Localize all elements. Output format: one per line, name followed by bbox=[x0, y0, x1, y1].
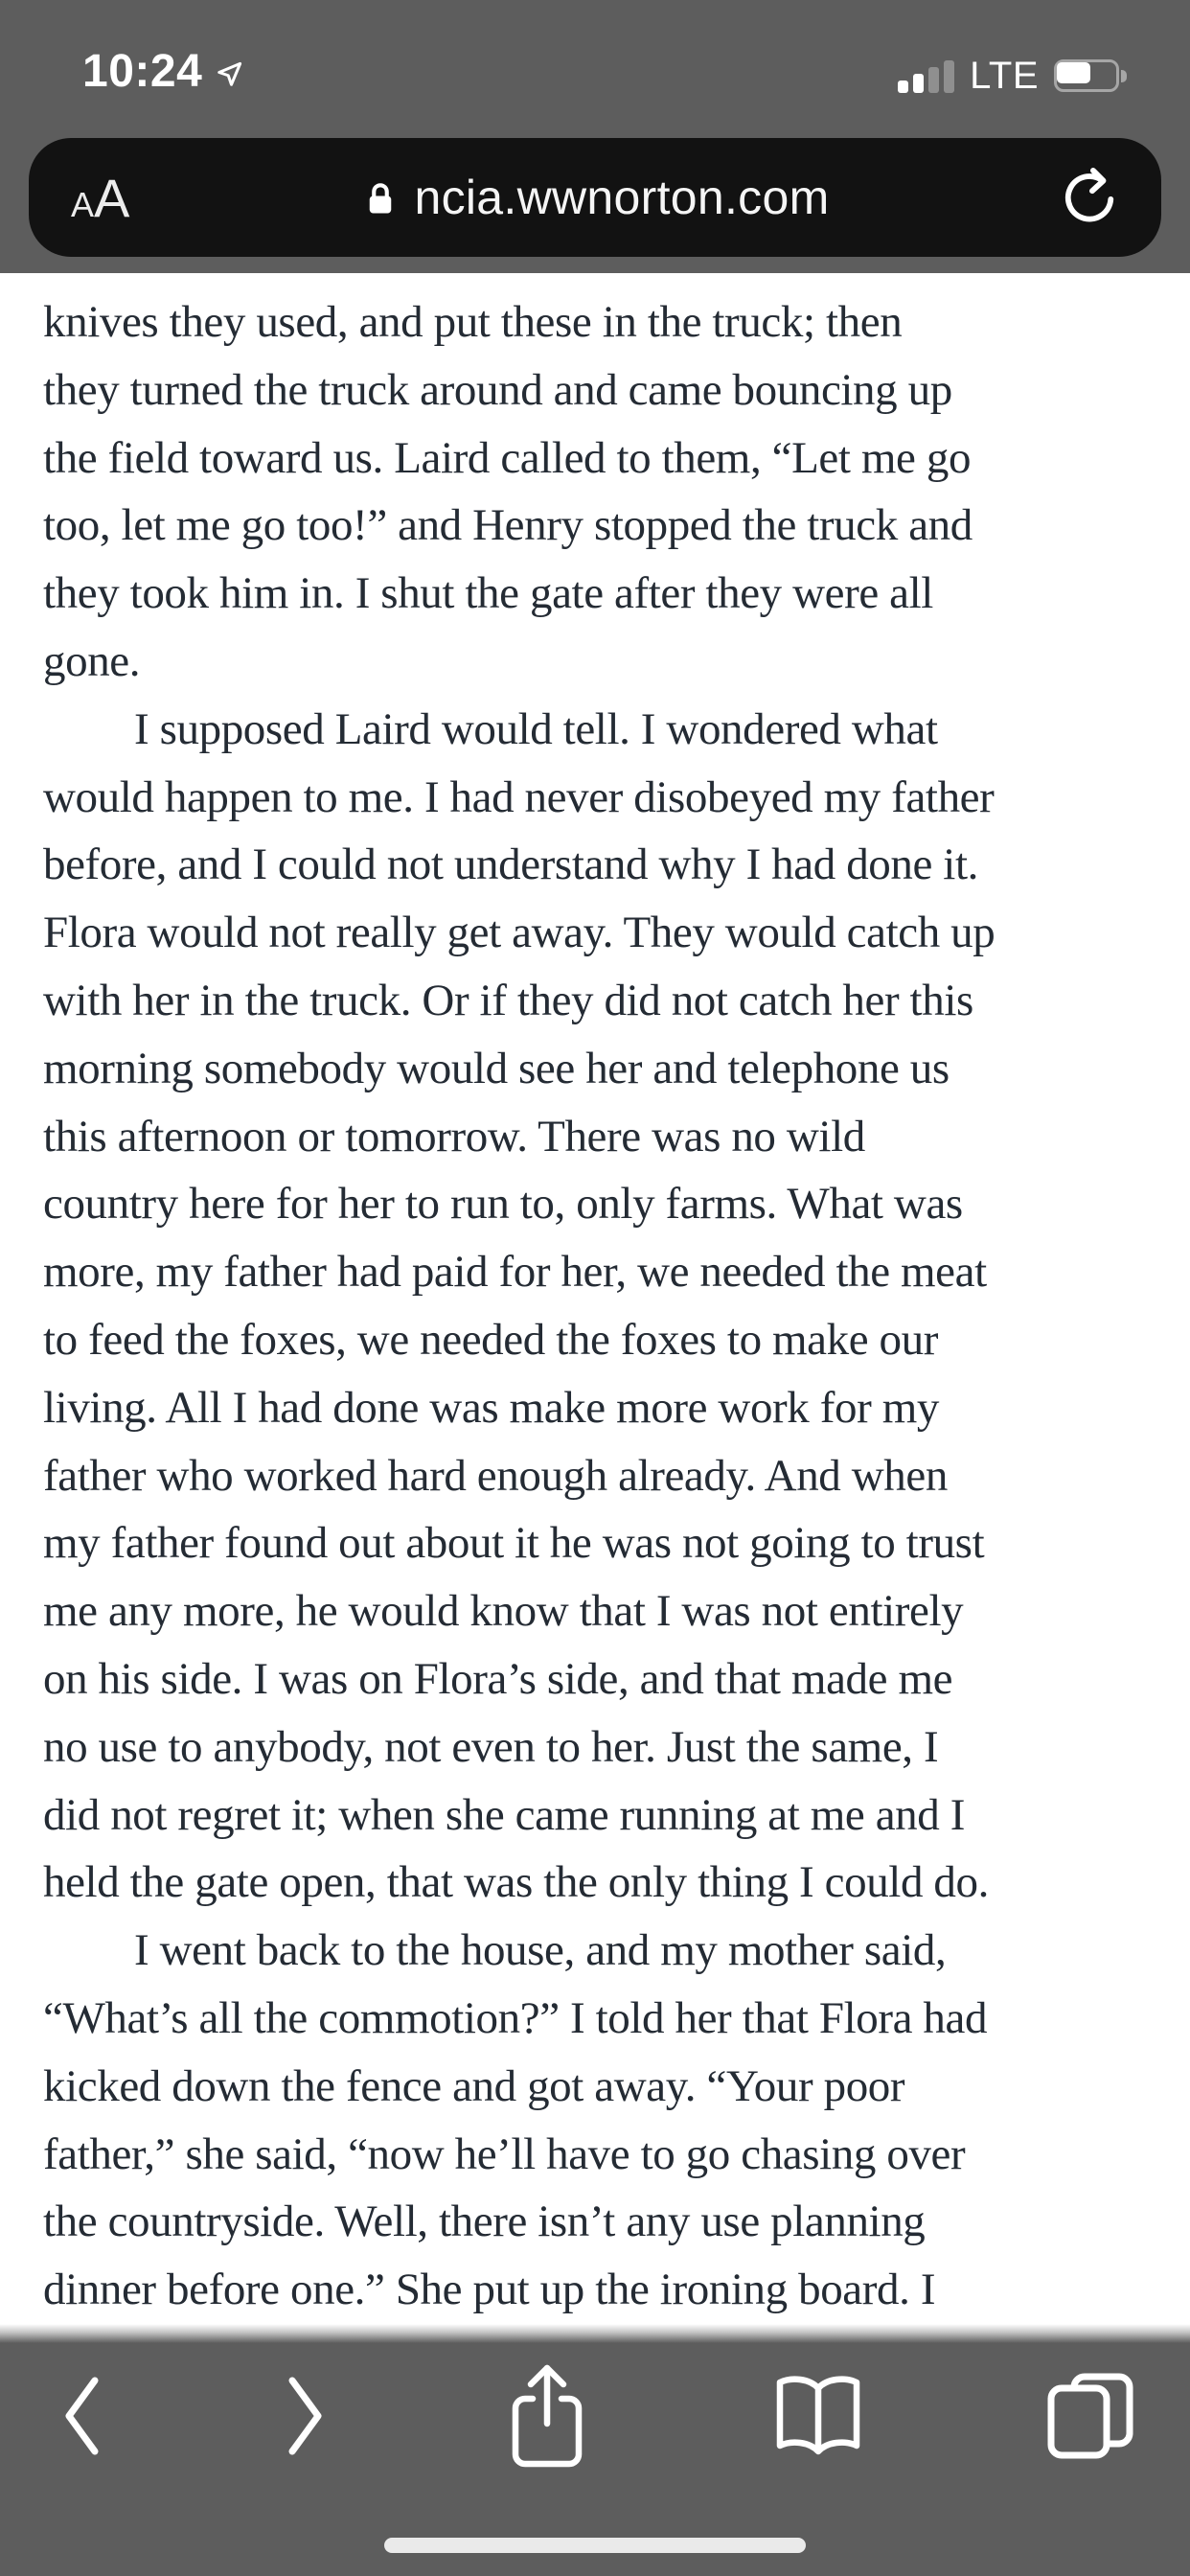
reader-a-small: A bbox=[71, 184, 95, 224]
text-line: Flora would not really get away. They would catch up bbox=[43, 908, 995, 958]
status-right-cluster bbox=[898, 55, 1134, 98]
location-arrow-icon bbox=[216, 59, 244, 88]
text-line: did not regret it; when she came running at me and I bbox=[43, 1789, 965, 1840]
reader-a-large: A bbox=[94, 167, 130, 228]
text-line: this afternoon or tomorrow. There was no wild bbox=[43, 1111, 865, 1162]
bookmarks-button[interactable] bbox=[767, 2371, 869, 2461]
text-line: held the gate open, that was the only thing I could do. bbox=[43, 1857, 989, 1908]
lock-icon bbox=[360, 174, 400, 220]
reload-button[interactable] bbox=[1060, 167, 1119, 228]
signal-bar bbox=[944, 60, 954, 93]
text-line: my father found out about it he was not going to trust bbox=[43, 1518, 985, 1569]
text-line: no use to anybody, not even to her. Just the same, I bbox=[43, 1721, 939, 1772]
battery-level bbox=[1057, 62, 1090, 83]
text-line: too, let me go too!” and Henry stopped the truck and bbox=[43, 500, 973, 551]
signal-bar bbox=[928, 67, 939, 93]
status-bar bbox=[0, 0, 1190, 115]
reader-options-button[interactable] bbox=[71, 167, 129, 229]
text-line: father who worked hard enough already. And when bbox=[43, 1450, 948, 1501]
status-left-cluster bbox=[82, 45, 244, 98]
text-line: more, my father had paid for her, we needed the meat bbox=[43, 1247, 987, 1298]
text-line: I supposed Laird would tell. I wondered what bbox=[134, 703, 938, 754]
text-line: before, and I could not understand why I had done it. bbox=[43, 840, 978, 890]
forward-chevron-icon bbox=[282, 2372, 328, 2460]
tabs-button[interactable] bbox=[1044, 2370, 1136, 2462]
share-icon bbox=[503, 2360, 591, 2472]
text-line: gone. bbox=[43, 635, 141, 686]
text-line: the field toward us. Laird called to them, “Let me go bbox=[43, 432, 972, 483]
text-line: father,” she said, “now he’ll have to go chasing over bbox=[43, 2128, 966, 2179]
text-line: morning somebody would see her and telephone us bbox=[43, 1043, 950, 1093]
text-line: me any more, he would know that I was not entirely bbox=[43, 1586, 964, 1637]
signal-bar bbox=[913, 74, 924, 93]
url-domain: ncia.wwnorton.com bbox=[414, 171, 830, 224]
back-chevron-icon bbox=[59, 2372, 105, 2460]
text-line: to feed the foxes, we needed the foxes to make our bbox=[43, 1314, 938, 1365]
tabs-icon bbox=[1044, 2370, 1136, 2462]
text-line: dinner before one.” She put up the ironing board. I bbox=[43, 2265, 936, 2315]
text-line: I went back to the house, and my mother said, bbox=[134, 1925, 947, 1976]
reload-icon bbox=[1060, 167, 1119, 228]
back-button[interactable] bbox=[59, 2372, 105, 2460]
address-bar[interactable] bbox=[29, 138, 1161, 257]
text-line: they turned the truck around and came bouncing up bbox=[43, 364, 952, 415]
content-fade bbox=[0, 2324, 1190, 2343]
forward-button[interactable] bbox=[282, 2372, 328, 2460]
network-type-label: LTE bbox=[970, 55, 1039, 97]
battery-icon bbox=[1054, 59, 1134, 94]
cellular-signal-icon bbox=[898, 60, 954, 93]
safari-chrome-top bbox=[0, 115, 1190, 273]
url-display bbox=[29, 138, 1161, 257]
text-line: “What’s all the commotion?” I told her that Flora had bbox=[43, 1992, 988, 2043]
text-line: they took him in. I shut the gate after they were all bbox=[43, 568, 933, 619]
text-line: living. All I had done was make more work for my bbox=[43, 1382, 939, 1433]
share-button[interactable] bbox=[503, 2360, 591, 2472]
text-line: knives they used, and put these in the truck; then bbox=[43, 297, 903, 347]
signal-bar bbox=[898, 80, 908, 93]
text-line: kicked down the fence and got away. “Your poor bbox=[43, 2060, 905, 2111]
text-line: would happen to me. I had never disobeyed my father bbox=[43, 771, 995, 822]
home-indicator[interactable] bbox=[384, 2538, 806, 2553]
text-line: the countryside. Well, there isn’t any use planning bbox=[43, 2196, 926, 2247]
battery-tip bbox=[1121, 70, 1127, 82]
bottom-toolbar bbox=[0, 2324, 1190, 2576]
status-time: 10:24 bbox=[82, 46, 203, 97]
bookmarks-icon bbox=[767, 2371, 869, 2461]
toolbar-icon-row bbox=[0, 2360, 1190, 2472]
text-line: with her in the truck. Or if they did not catch her this bbox=[43, 975, 973, 1025]
page-content[interactable] bbox=[0, 273, 1190, 2324]
text-line: on his side. I was on Flora’s side, and that made me bbox=[43, 1653, 953, 1704]
text-line: country here for her to run to, only farms. What was bbox=[43, 1179, 963, 1230]
